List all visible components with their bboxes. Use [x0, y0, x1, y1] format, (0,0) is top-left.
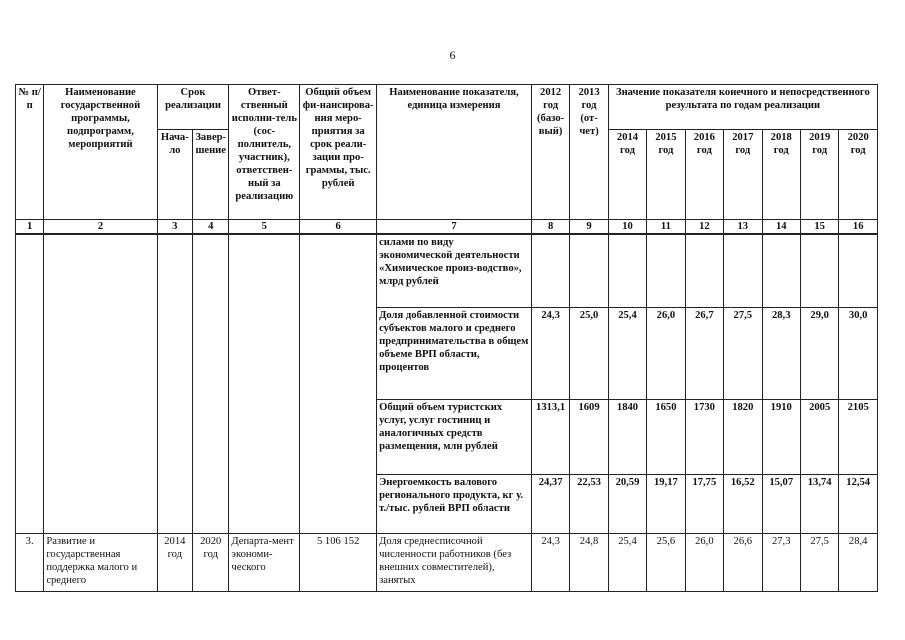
value-2013: 1609 — [570, 399, 608, 474]
value-2017: 1820 — [724, 399, 762, 474]
indicator-name: силами по виду экономической деятельности «Химическое произ-водство», млрд рублей — [377, 234, 532, 307]
header-term-end: Завер-шение — [193, 130, 229, 220]
column-number: 10 — [608, 220, 646, 235]
value-2016: 26,0 — [685, 533, 723, 591]
column-numbers-row — [16, 220, 878, 235]
empty-cell — [157, 234, 192, 533]
value-2015: 26,0 — [647, 307, 685, 399]
value-2019 — [800, 234, 838, 307]
column-number: 9 — [570, 220, 608, 235]
column-number: 14 — [762, 220, 800, 235]
value-2018: 28,3 — [762, 307, 800, 399]
program-executor: Департа-мент экономи-ческого — [229, 533, 300, 591]
header-year-2020: 2020 год — [839, 130, 878, 220]
value-2014: 1840 — [608, 399, 646, 474]
indicator-name: Доля добавленной стоимости субъектов малого и среднего предпринимательства в общем объеме ВРП области, процентов — [377, 307, 532, 399]
header-year-2015: 2015 год — [647, 130, 685, 220]
header-program-name: Наименование государственной программы, подпрограмм, мероприятий — [44, 85, 157, 220]
value-2019: 27,5 — [800, 533, 838, 591]
header-term-start: Нача-ло — [157, 130, 192, 220]
header-indicator: Наименование показателя, единица измерения — [377, 85, 532, 220]
header-executor: Ответ-ственный исполни-тель (сос-полнитель, участник), ответствен-ный за реализацию — [229, 85, 300, 220]
column-number: 1 — [16, 220, 44, 235]
program-number: 3. — [16, 533, 44, 591]
header-year-2014: 2014 год — [608, 130, 646, 220]
header-2013: 2013 год (от-чет) — [570, 85, 608, 220]
value-2020: 12,54 — [839, 474, 878, 533]
value-2018: 1910 — [762, 399, 800, 474]
value-2014: 25,4 — [608, 533, 646, 591]
column-number: 16 — [839, 220, 878, 235]
value-2017: 16,52 — [724, 474, 762, 533]
header-year-2016: 2016 год — [685, 130, 723, 220]
column-number: 7 — [377, 220, 532, 235]
empty-cell — [300, 234, 377, 533]
program-name: Развитие и государственная поддержка малого и среднего — [44, 533, 157, 591]
header-year-2017: 2017 год — [724, 130, 762, 220]
value-2016: 26,7 — [685, 307, 723, 399]
indicator-name: Доля среднесписочной численности работников (без внешних совместителей), занятых — [377, 533, 532, 591]
header-number: № п/п — [16, 85, 44, 220]
header-values-by-year: Значение показателя конечного и непосредственного результата по годам реализации — [608, 85, 877, 130]
value-2014 — [608, 234, 646, 307]
value-2013: 22,53 — [570, 474, 608, 533]
value-2012: 24,37 — [531, 474, 569, 533]
value-2012: 24,3 — [531, 533, 569, 591]
column-number: 11 — [647, 220, 685, 235]
value-2016: 1730 — [685, 399, 723, 474]
column-number: 12 — [685, 220, 723, 235]
header-funding: Общий объем фи-нансирова-ния меро-приятия за срок реали-зации про-граммы, тыс. рублей — [300, 85, 377, 220]
value-2013 — [570, 234, 608, 307]
value-2020 — [839, 234, 878, 307]
value-2019: 29,0 — [800, 307, 838, 399]
value-2019: 13,74 — [800, 474, 838, 533]
value-2015: 25,6 — [647, 533, 685, 591]
value-2017: 26,6 — [724, 533, 762, 591]
empty-cell — [44, 234, 157, 533]
value-2014: 25,4 — [608, 307, 646, 399]
indicator-name: Общий объем туристских услуг, услуг гостиниц и аналогичных средств размещения, млн рублей — [377, 399, 532, 474]
empty-cell — [193, 234, 229, 533]
column-number: 3 — [157, 220, 192, 235]
column-number: 5 — [229, 220, 300, 235]
value-2016 — [685, 234, 723, 307]
program-start: 2014 год — [157, 533, 192, 591]
column-number: 4 — [193, 220, 229, 235]
value-2020: 30,0 — [839, 307, 878, 399]
value-2017 — [724, 234, 762, 307]
page-number: 6 — [449, 48, 456, 62]
program-funding: 5 106 152 — [300, 533, 377, 591]
header-year-2019: 2019 год — [800, 130, 838, 220]
program-end: 2020 год — [193, 533, 229, 591]
table-row — [16, 234, 878, 307]
empty-cell — [229, 234, 300, 533]
column-number: 8 — [531, 220, 569, 235]
value-2020: 2105 — [839, 399, 878, 474]
value-2014: 20,59 — [608, 474, 646, 533]
value-2015 — [647, 234, 685, 307]
value-2016: 17,75 — [685, 474, 723, 533]
empty-cell — [16, 234, 44, 533]
program-row — [16, 533, 878, 591]
value-2012 — [531, 234, 569, 307]
value-2017: 27,5 — [724, 307, 762, 399]
value-2013: 24,8 — [570, 533, 608, 591]
value-2015: 1650 — [647, 399, 685, 474]
header-2012: 2012 год (базо-вый) — [531, 85, 569, 220]
value-2020: 28,4 — [839, 533, 878, 591]
header-year-2018: 2018 год — [762, 130, 800, 220]
value-2018: 27,3 — [762, 533, 800, 591]
indicator-name: Энергоемкость валового регионального продукта, кг у. т./тыс. рублей ВРП области — [377, 474, 532, 533]
column-number: 15 — [800, 220, 838, 235]
value-2019: 2005 — [800, 399, 838, 474]
value-2013: 25,0 — [570, 307, 608, 399]
value-2018: 15,07 — [762, 474, 800, 533]
value-2018 — [762, 234, 800, 307]
value-2012: 24,3 — [531, 307, 569, 399]
column-number: 6 — [300, 220, 377, 235]
indicators-table — [15, 84, 878, 592]
column-number: 13 — [724, 220, 762, 235]
value-2012: 1313,1 — [531, 399, 569, 474]
value-2015: 19,17 — [647, 474, 685, 533]
header-term: Срок реализации — [157, 85, 229, 130]
column-number: 2 — [44, 220, 157, 235]
